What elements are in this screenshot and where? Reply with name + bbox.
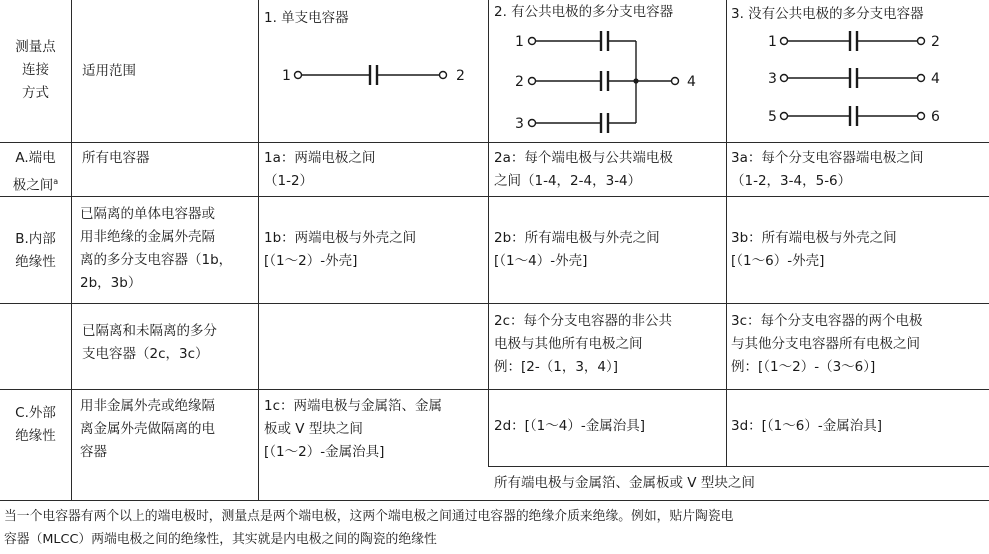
terminal-circle — [918, 38, 925, 45]
terminal-label: 5 — [768, 109, 777, 125]
footnote-line: 容器（MLCC）两端电极之间的绝缘性，其实就是内电极之间的陶瓷的绝缘性 — [4, 532, 437, 547]
row-b2-scope — [82, 320, 217, 366]
table-rule — [0, 389, 989, 390]
row-a-col1-line: 1a：两端电极之间 — [264, 150, 376, 166]
terminal-circle — [781, 38, 788, 45]
row-b2-col2-line: 2c：每个分支电容器的非公共 — [494, 313, 673, 329]
row-c-col2-line: 2d：[（1～4）-金属治具] — [494, 418, 645, 434]
row-b2-col2-line: 电极与其他所有电极之间 — [494, 336, 643, 352]
row-b2-col2 — [494, 310, 672, 379]
terminal-label: 1 — [768, 34, 777, 50]
terminal-label: 2 — [515, 74, 524, 90]
header-col2-title: 2. 有公共电极的多分支电容器 — [494, 4, 674, 20]
row-c-scope-line: 离金属外壳做隔离的电 — [80, 421, 215, 437]
row-b-col1-line: 1b：两端电极与外壳之间 — [264, 230, 417, 246]
terminal-circle — [918, 113, 925, 120]
terminal-label: 4 — [931, 71, 940, 87]
terminal-circle — [529, 38, 536, 45]
row-b-scope-line: 用非绝缘的金属外壳隔 — [80, 229, 215, 245]
junction-dot — [633, 78, 638, 83]
row-b2-col3-line: 与其他分支电容器所有电极之间 — [731, 336, 920, 352]
header-method-line: 方式 — [22, 85, 49, 101]
header-method-line: 连接 — [22, 62, 49, 78]
row-b-scope-line: 2b，3b） — [80, 275, 142, 291]
footnote-line: 当一个电容器有两个以上的端电极时，测量点是两个端电极，这两个端电极之间通过电容器的绝缘介质来绝缘。例如，贴片陶瓷电 — [4, 509, 734, 524]
row-a-col3 — [731, 147, 923, 193]
independent-branch-capacitor-diagram — [726, 20, 989, 142]
row-a-col2 — [494, 147, 673, 193]
terminal-label: 3 — [768, 71, 777, 87]
row-b-scope-line: 离的多分支电容器（1b， — [80, 252, 233, 268]
header-method — [0, 36, 71, 105]
row-c-label — [0, 402, 71, 448]
terminal-circle — [295, 72, 302, 79]
row-c-col1-line: 1c：两端电极与金属箔、金属 — [264, 398, 443, 414]
row-a-col2-line: 2a：每个端电极与公共端电极 — [494, 150, 673, 166]
table-rule — [71, 0, 72, 500]
row-c-col1-line: 板或 V 型块之间 — [264, 421, 363, 437]
row-b-col1 — [264, 227, 416, 273]
terminal-label: 3 — [515, 116, 524, 132]
terminal-label: 2 — [931, 34, 940, 50]
row-a-label-text: 极之间 — [12, 177, 54, 194]
row-a-scope-line: 所有电容器 — [82, 150, 150, 166]
row-c-col1-line: [（1～2）-金属治具] — [264, 444, 385, 460]
row-c-label-line: C.外部 — [15, 405, 56, 421]
row-c-scope-line: 用非金属外壳或绝缘隔 — [80, 398, 215, 414]
row-b-col3-line: 3b：所有端电极与外壳之间 — [731, 230, 897, 246]
row-b-scope-line: 已隔离的单体电容器或 — [80, 206, 215, 222]
row-c-scope-line: 容器 — [80, 444, 107, 460]
footnote — [4, 505, 733, 551]
row-b2-col3 — [731, 310, 923, 379]
row-a-col1 — [264, 147, 375, 193]
table-rule — [0, 500, 989, 501]
table-rule — [0, 142, 989, 143]
terminal-circle — [529, 120, 536, 127]
single-capacitor-diagram — [258, 40, 488, 120]
row-c-label-line: 绝缘性 — [15, 428, 56, 444]
terminal-circle — [529, 78, 536, 85]
row-b-col1-line: [（1～2）-外壳] — [264, 253, 358, 269]
row-b-label-line: 绝缘性 — [15, 254, 56, 270]
row-b2-scope-line: 支电容器（2c，3c） — [82, 346, 209, 362]
row-c-col1 — [264, 395, 442, 464]
header-method-line: 测量点 — [15, 39, 56, 55]
row-b-col2 — [494, 227, 660, 273]
row-a-label-line — [0, 170, 71, 198]
row-a-label-line: A.端电 — [15, 150, 56, 166]
terminal-label: 1 — [515, 34, 524, 50]
row-a-col3-line: （1-2，3-4，5-6） — [731, 173, 852, 189]
footnote-marker: a — [53, 177, 59, 186]
row-a-label — [0, 147, 71, 198]
terminal-circle — [781, 113, 788, 120]
row-b-label-line: B.内部 — [15, 231, 56, 247]
table-rule — [0, 303, 989, 304]
row-c-span-note: 所有端电极与金属箔、金属板或 V 型块之间 — [494, 475, 755, 491]
row-c-col3 — [731, 415, 882, 438]
row-b-col3 — [731, 227, 897, 273]
table-rule — [0, 196, 989, 197]
terminal-circle — [672, 78, 679, 85]
header-col3-title: 3. 没有公共电极的多分支电容器 — [731, 6, 924, 22]
row-b-col2-line: 2b：所有端电极与外壳之间 — [494, 230, 660, 246]
terminal-label: 1 — [282, 68, 291, 84]
row-b-scope — [80, 203, 232, 295]
terminal-label: 6 — [931, 109, 940, 125]
row-a-scope — [82, 147, 150, 170]
row-c-col3-line: 3d：[（1～6）-金属治具] — [731, 418, 882, 434]
terminal-circle — [918, 75, 925, 82]
row-b-col2-line: [（1～4）-外壳] — [494, 253, 588, 269]
row-b-col3-line: [（1～6）-外壳] — [731, 253, 825, 269]
row-b-label — [0, 228, 71, 274]
table-rule — [488, 466, 989, 467]
terminal-circle — [781, 75, 788, 82]
row-c-col2 — [494, 415, 645, 438]
terminal-label: 4 — [687, 74, 696, 90]
row-a-col1-line: （1-2） — [264, 173, 314, 189]
common-electrode-capacitor-diagram — [488, 20, 726, 142]
row-b2-scope-line: 已隔离和未隔离的多分 — [82, 323, 217, 339]
row-a-col2-line: 之间（1-4，2-4，3-4） — [494, 173, 642, 189]
terminal-label: 2 — [456, 68, 465, 84]
row-b2-col3-line: 例：[（1～2）-（3～6）] — [731, 359, 876, 375]
header-scope: 适用范围 — [82, 63, 136, 79]
header-col1-title: 1. 单支电容器 — [264, 10, 349, 26]
row-b2-col2-line: 例：[2-（1，3，4）] — [494, 359, 619, 375]
terminal-circle — [440, 72, 447, 79]
row-a-col3-line: 3a：每个分支电容器端电极之间 — [731, 150, 924, 166]
row-b2-col3-line: 3c：每个分支电容器的两个电极 — [731, 313, 923, 329]
row-c-scope — [80, 395, 215, 464]
